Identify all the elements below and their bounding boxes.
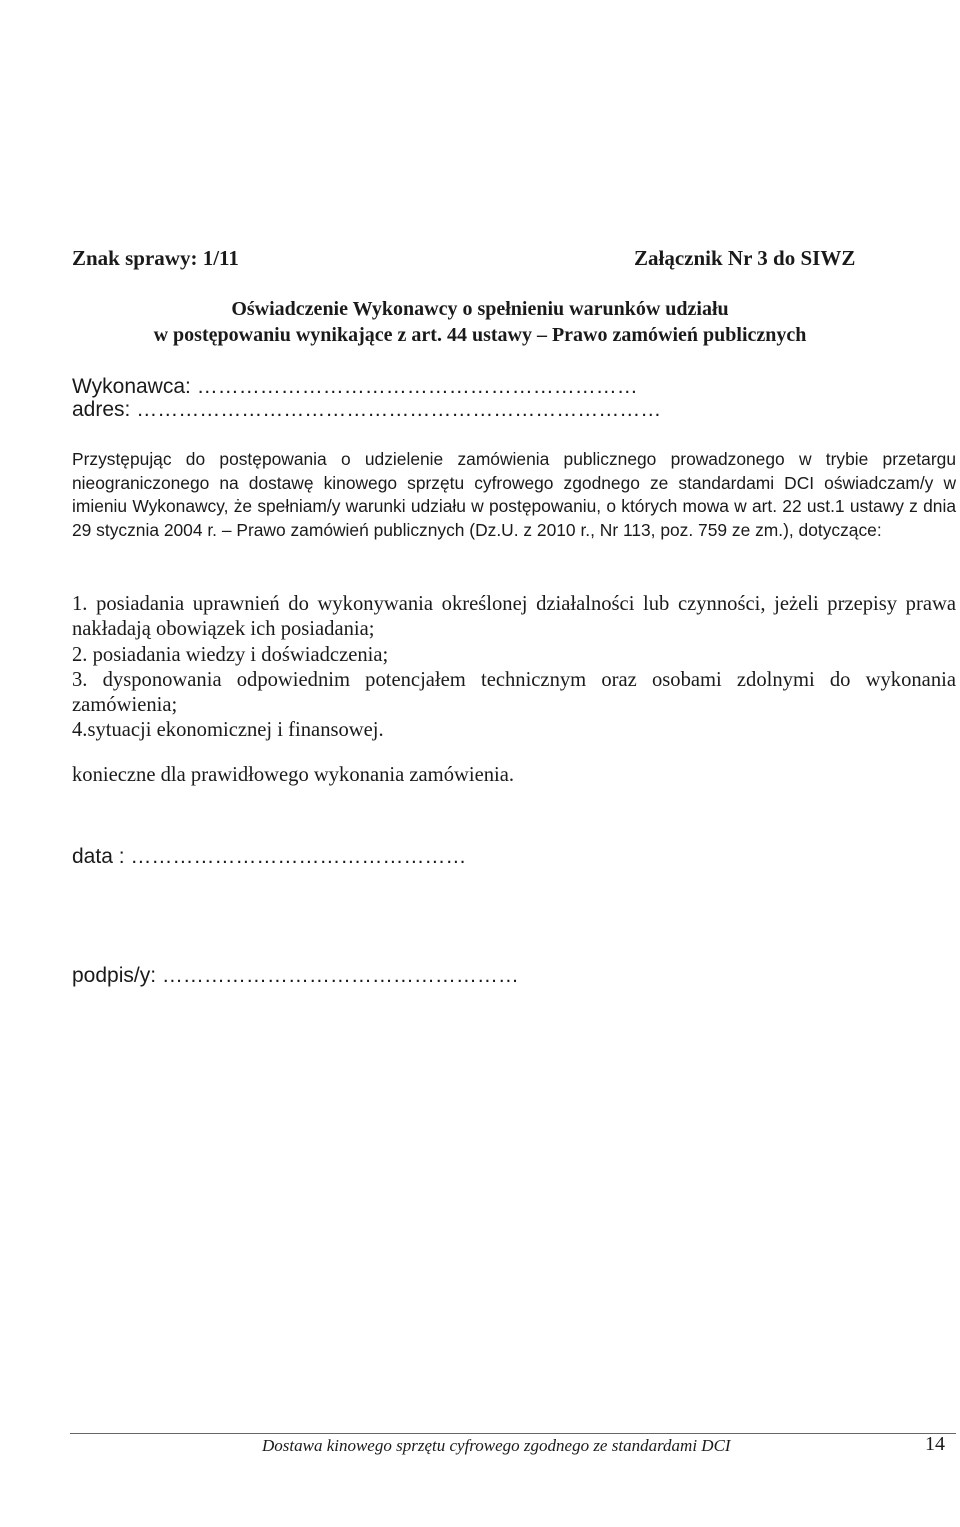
- list-item: 1. posiadania uprawnień do wykonywania określonej działalności lub czynności, jeżeli przepisy prawa nakładają obowiązek ich posiadania;: [72, 593, 956, 640]
- date-field: data : …………………………………………: [72, 845, 467, 868]
- attachment-label: Załącznik Nr 3 do SIWZ: [634, 246, 856, 270]
- case-number: Znak sprawy: 1/11: [72, 246, 239, 270]
- intro-paragraph: Przystępując do postępowania o udzielenie zamówienia publicznego prowadzonego w trybie przetargu nieograniczonego na dostawę kinowego sprzętu cyfrowego zgodnego ze standardami DCI oświadczam/y w imieniu Wykonawcy, że spełniam/y warunki udziału w postępowaniu, o których mowa w art. 22 ust.1 ustawy z dnia 29 stycznia 2004 r. – Prawo zamówień publicznych (Dz.U. z 2010 r., Nr 113, poz. 759 ze zm.), dotyczące:: [72, 449, 956, 540]
- document-title-line2: w postępowaniu wynikające z art. 44 ustawy – Prawo zamówień publicznych: [153, 324, 807, 346]
- list-item: 3. dysponowania odpowiednim potencjałem technicznym oraz osobami zdolnymi do wykonania zamówienia;: [72, 669, 956, 716]
- signature-field: podpis/y: ……………………………………………: [72, 964, 519, 987]
- list-item: 4.sytuacji ekonomicznej i finansowej.: [72, 719, 384, 741]
- contractor-field: Wykonawca: ………………………………………………………: [72, 375, 638, 398]
- page-number: 14: [925, 1433, 945, 1455]
- document-title-line1: Oświadczenie Wykonawcy o spełnieniu warunków udziału: [231, 298, 729, 320]
- footer-title: Dostawa kinowego sprzętu cyfrowego zgodnego ze standardami DCI: [262, 1436, 731, 1455]
- footer-divider: [70, 1433, 956, 1434]
- address-field: adres: …………………………………………………………………: [72, 398, 662, 421]
- closing-statement: konieczne dla prawidłowego wykonania zamówienia.: [72, 764, 515, 786]
- list-item: 2. posiadania wiedzy i doświadczenia;: [72, 644, 389, 666]
